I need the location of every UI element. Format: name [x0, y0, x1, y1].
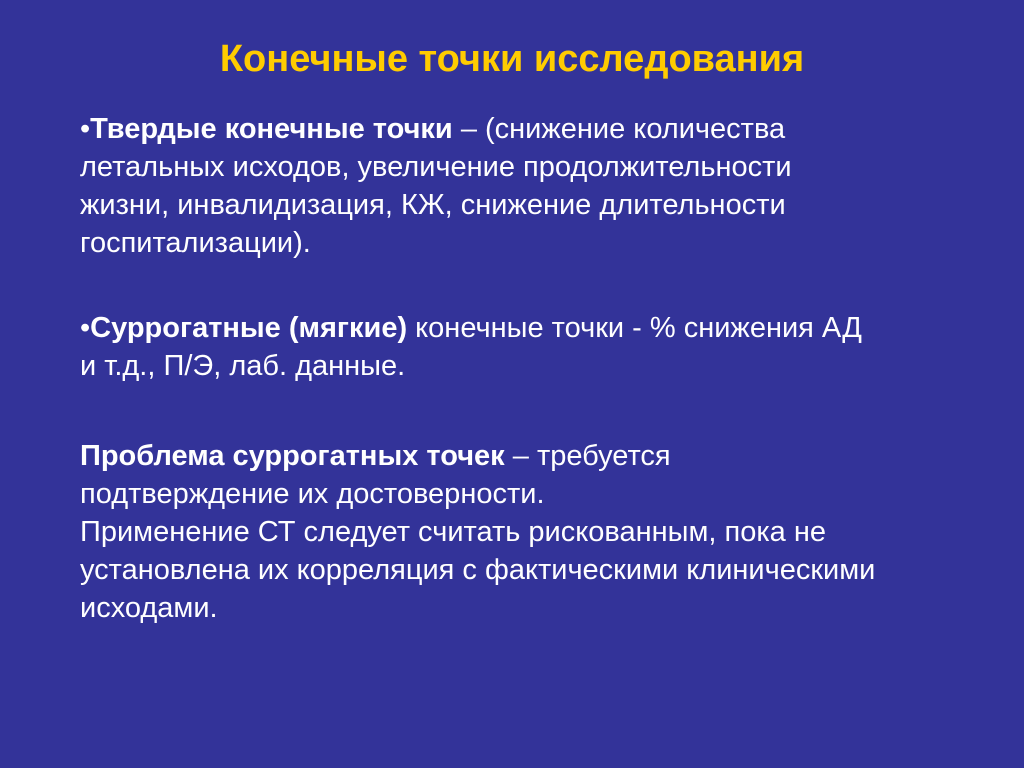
hard-endpoints-term: Твердые конечные точки [90, 113, 453, 145]
surrogate-problem-paragraph [80, 437, 880, 513]
surrogate-problem-description: – требуется подтверждение их достоверности. [80, 440, 671, 510]
bullet-marker: • [80, 312, 91, 344]
surrogate-endpoints-description: конечные точки - % снижения АД и т.д., П/Э, лаб. данные. [80, 312, 862, 382]
surrogate-endpoints-term: Суррогатные (мягкие) [90, 312, 408, 344]
surrogate-risk-text: Применение СТ следует считать рискованным, пока не установлена их корреляция с фактическими клиническими исходами. [80, 516, 876, 624]
surrogate-problem-term: Проблема суррогатных точек [80, 440, 505, 472]
bullet-marker: • [80, 113, 91, 145]
surrogate-risk-paragraph [80, 513, 880, 627]
surrogate-endpoints-paragraph [80, 309, 880, 385]
slide-title: Конечные точки исследования [219, 38, 805, 80]
hard-endpoints-description: – (снижение количества летальных исходов, увеличение продолжительности жизни, инвалидизация, КЖ, снижение длительности госпитализации). [80, 113, 792, 259]
hard-endpoints-paragraph [80, 110, 880, 262]
